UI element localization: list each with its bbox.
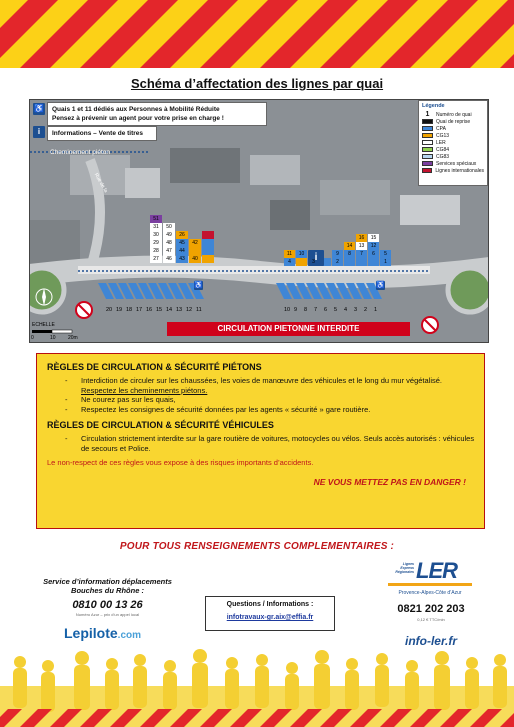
ler-phone-note: 0,12 € TTC/min bbox=[417, 617, 445, 622]
questions-box bbox=[205, 596, 335, 631]
legend-row bbox=[422, 139, 484, 146]
line-number-label: 45 bbox=[179, 240, 185, 246]
quay-number: 3 bbox=[354, 307, 358, 313]
pedestrian-rules-heading: RÈGLES DE CIRCULATION & SÉCURITÉ PIÉTONS bbox=[47, 362, 262, 372]
line-number-label: 7 bbox=[360, 251, 363, 257]
quay-number: 6 bbox=[324, 307, 328, 313]
legend-row bbox=[422, 125, 484, 132]
service-phone[interactable]: 0810 00 13 26 bbox=[72, 599, 143, 611]
line-number-label: 49 bbox=[166, 232, 172, 238]
quay-number: 20 bbox=[106, 307, 113, 313]
info-icon: i bbox=[33, 126, 45, 138]
walkway-note bbox=[46, 146, 146, 159]
line-number-label: 47 bbox=[166, 248, 172, 254]
line-number-label: 46 bbox=[166, 256, 172, 262]
legend-swatch bbox=[422, 147, 433, 152]
ler-logo-subtitle: Lignes Express Régionales bbox=[395, 562, 414, 574]
line-number-label: 1 bbox=[384, 259, 387, 265]
legend-swatch bbox=[422, 140, 433, 145]
vehicle-rules-list bbox=[65, 434, 476, 453]
page-title: Schéma d’affectation des lignes par quai bbox=[130, 76, 384, 91]
ler-logo-block bbox=[380, 560, 480, 596]
quay-number: 2 bbox=[364, 307, 368, 313]
legend-swatch bbox=[422, 161, 433, 166]
legend-number-sample: 1 bbox=[425, 111, 430, 118]
legend-row bbox=[422, 153, 484, 160]
legend-row bbox=[422, 160, 484, 167]
station-map bbox=[29, 99, 489, 343]
quay-number: 14 bbox=[166, 307, 173, 313]
quay-number: 5 bbox=[334, 307, 338, 313]
line-number-label: 16 bbox=[358, 235, 365, 241]
quay-number: 18 bbox=[126, 307, 133, 313]
quay-number: 19 bbox=[116, 307, 123, 313]
legend-label: Lignes internationales bbox=[435, 167, 484, 174]
line-number-label: 30 bbox=[153, 232, 159, 238]
lepilote-logo[interactable] bbox=[64, 625, 141, 641]
line-number-label: 13 bbox=[358, 243, 365, 249]
legend-swatch bbox=[422, 126, 433, 131]
vehicle-rule: - Circulation strictement interdite sur la gare routière de voitures, motocycles ou vélos. Seuls accès autorisés : véhicules de secours et Police. bbox=[65, 434, 476, 453]
legend-label: Numéro de quai bbox=[436, 111, 472, 118]
vehicle-rules-heading: RÈGLES DE CIRCULATION & SÉCURITÉ VÉHICULES bbox=[47, 420, 274, 430]
legend-label: CPA bbox=[436, 125, 446, 132]
service-phone-note: Numéro Azur – prix d’un appel local bbox=[75, 612, 140, 617]
crowd-silhouettes-graphic bbox=[0, 648, 514, 727]
line-number-label: 50 bbox=[166, 224, 172, 230]
quay-number: 8 bbox=[304, 307, 308, 313]
ler-phone[interactable]: 0821 202 203 bbox=[397, 603, 465, 615]
line-number-label: 28 bbox=[153, 248, 159, 254]
line-number-label: 4 bbox=[288, 259, 291, 265]
map-legend bbox=[418, 100, 488, 186]
line-number-label: 3 bbox=[312, 259, 315, 265]
legend-label: CG13 bbox=[436, 132, 450, 139]
line-number-label: 48 bbox=[166, 240, 172, 246]
wheelchair-bay-icon: ♿ bbox=[194, 282, 203, 289]
ler-website-link[interactable]: info-ler.fr bbox=[404, 634, 457, 648]
line-number-label: 26 bbox=[179, 232, 185, 238]
ler-logo-text: LER bbox=[416, 558, 457, 583]
legend-label: CG83 bbox=[436, 153, 450, 160]
pedestrian-rule: - Ne courez pas sur les quais, bbox=[65, 395, 476, 405]
quay-number: 10 bbox=[284, 307, 291, 313]
wheelchair-icon: ♿ bbox=[34, 104, 44, 113]
line-number-label: 9 bbox=[336, 251, 339, 257]
info-point-icon: i bbox=[308, 250, 324, 266]
line-number-label: 51 bbox=[153, 216, 159, 222]
quay-number: 12 bbox=[186, 307, 193, 313]
pedestrian-rule: - Interdiction de circuler sur les chaussées, les voies de manœuvre des véhicules et le long du mur végétalisé. Respectez les cheminements piétons. bbox=[65, 376, 476, 395]
scale-tick-1: 10 bbox=[50, 335, 56, 341]
quay-number: 15 bbox=[156, 307, 163, 313]
quay-number: 4 bbox=[344, 307, 348, 313]
legend-row bbox=[422, 132, 484, 139]
line-number-label: 5 bbox=[384, 251, 387, 257]
scale-tick-0: 0 bbox=[31, 335, 34, 341]
lepilote-brand: Lepilote bbox=[64, 625, 118, 641]
stripes-graphic bbox=[0, 0, 514, 68]
quay-number: 13 bbox=[176, 307, 183, 313]
legend-swatch bbox=[422, 168, 432, 173]
walkway-reminder: Respectez les cheminements piétons. bbox=[81, 385, 208, 395]
quay-number: 17 bbox=[136, 307, 143, 313]
legend-label: Quai de reprise bbox=[436, 118, 471, 125]
info-note bbox=[47, 126, 157, 141]
quay-number: 11 bbox=[196, 307, 202, 313]
questions-email-link[interactable]: infotravaux-gr.aix@effia.fr bbox=[226, 614, 314, 621]
service-line-2: Bouches du Rhône : bbox=[71, 586, 144, 595]
line-number-label: 29 bbox=[153, 240, 159, 246]
service-info-left bbox=[20, 577, 195, 617]
legend-swatch bbox=[422, 119, 433, 124]
pedestrian-rules-list bbox=[65, 376, 476, 414]
legend-label: CG84 bbox=[436, 146, 450, 153]
legend-row bbox=[422, 111, 484, 118]
scale-title: ECHELLE bbox=[32, 322, 55, 328]
walkway-label: Cheminement piéton bbox=[50, 149, 110, 156]
legend-row bbox=[422, 118, 484, 125]
ler-region: Provence-Alpes-Côte d’Azur bbox=[398, 590, 462, 596]
line-number-label: 11 bbox=[286, 251, 293, 257]
wheelchair-bay-icon-right: ♿ bbox=[376, 282, 385, 289]
bottom-crowd-band bbox=[0, 648, 514, 727]
line-number-label: 2 bbox=[336, 259, 339, 265]
legend-label: LER bbox=[436, 139, 446, 146]
quay-number: 9 bbox=[294, 307, 298, 313]
line-number-label: 44 bbox=[179, 248, 185, 254]
accessibility-line-1: Quais 1 et 11 dédiés aux Personnes à Mobilité Réduite bbox=[52, 106, 220, 113]
accessibility-note bbox=[47, 102, 267, 126]
street-label: Rue de la bbox=[92, 172, 109, 194]
legend-swatch bbox=[422, 154, 433, 159]
questions-label: Questions / Informations : bbox=[226, 601, 314, 608]
line-number-label: 15 bbox=[370, 235, 377, 241]
legend-label: Services spéciaux bbox=[436, 160, 477, 167]
line-number-label: 8 bbox=[348, 251, 351, 257]
line-number-label: 6 bbox=[372, 251, 375, 257]
info-label: Informations – Vente de titres bbox=[52, 130, 144, 137]
quay-number: 7 bbox=[314, 307, 318, 313]
more-info-heading: POUR TOUS RENSEIGNEMENTS COMPLEMENTAIRES : bbox=[119, 541, 395, 552]
safety-rules-box bbox=[36, 353, 485, 529]
top-warning-stripes bbox=[0, 0, 514, 68]
line-number-label: 40 bbox=[192, 256, 198, 262]
ler-logo-stripe bbox=[388, 583, 472, 586]
line-number-label: 42 bbox=[192, 240, 198, 246]
legend-swatch bbox=[422, 133, 433, 138]
line-number-label: 27 bbox=[153, 256, 159, 262]
line-number-label: 10 bbox=[298, 251, 305, 257]
service-line-1: Service d’information déplacements bbox=[43, 577, 172, 586]
line-number-label: 14 bbox=[346, 243, 353, 249]
scale-tick-2: 20m bbox=[68, 335, 78, 341]
line-number-label: 31 bbox=[153, 224, 159, 230]
quay-number: 1 bbox=[374, 307, 378, 313]
accessibility-line-2: Pensez à prévenir un agent pour votre prise en charge ! bbox=[52, 115, 224, 122]
quay-number: 16 bbox=[146, 307, 153, 313]
legend-row bbox=[422, 167, 484, 174]
legend-title: Légende bbox=[422, 103, 445, 109]
lepilote-suffix: .com bbox=[117, 630, 142, 641]
legend-row bbox=[422, 146, 484, 153]
line-number-label: 43 bbox=[179, 256, 185, 262]
pedestrian-rule: - Respectez les consignes de sécurité données par les agents « sécurité » gare routière. bbox=[65, 405, 476, 415]
ler-logo bbox=[388, 560, 472, 590]
legend-items bbox=[422, 111, 484, 174]
line-number-label: 12 bbox=[370, 243, 377, 249]
risk-warning: Le non-respect de ces règles vous expose à des risques importants d’accidents. bbox=[47, 458, 314, 467]
danger-warning: NE VOUS METTEZ PAS EN DANGER ! bbox=[313, 477, 466, 487]
pedestrian-prohibited-banner: CIRCULATION PIETONNE INTERDITE bbox=[167, 322, 410, 336]
